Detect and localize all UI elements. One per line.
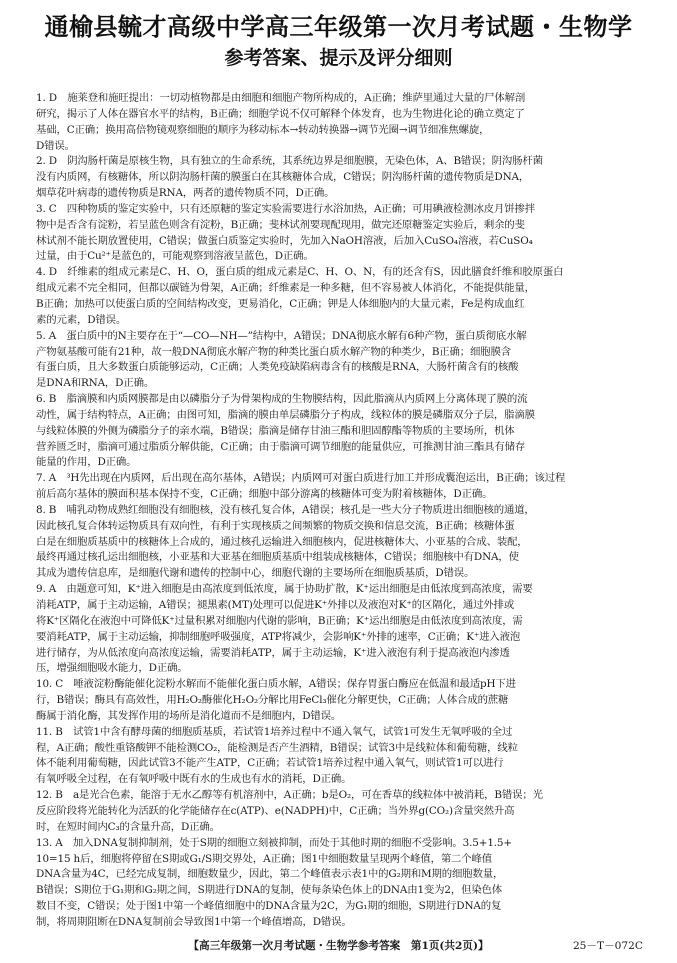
answer-line-first: 4. D 纤维素的组成元素是C、H、O，蛋白质的组成元素是C、H、O、N，有的还含有S，因此膳食纤维和胶原蛋白 [36, 266, 564, 279]
answer-item [36, 154, 650, 202]
page-subtitle: 参考答案、提示及评分细则 [224, 47, 453, 69]
answer-line: B正确；加热可以使蛋白质的空间结构改变，更易消化，C正确；钾是人体细胞内的大量元素，Fe是构成血红 [36, 297, 525, 310]
answer-item [36, 91, 650, 154]
footer-text: 【高三年级第一次月考试题・生物学参考答案 第1页(共2页)】 [188, 940, 489, 952]
answer-line: 与线粒体膜的外侧为磷脂分子的亲水端，B错误；脂滴是储存甘油三酯和胆固醇酯等物质的主要场所，机体 [36, 424, 515, 437]
answer-line: 物中是否含有淀粉，若呈蓝色则含有淀粉，B正确；斐林试剂要现配现用，做完还原糖鉴定实验后，剩余的斐 [36, 218, 525, 231]
answer-item [36, 503, 650, 582]
answer-line: 体不能利用葡萄糖，因此试管3不能产生ATP，C正确；若试管1培养过程中通入氧气，则试管1可以进行 [36, 757, 504, 770]
answer-item [36, 392, 650, 471]
answer-line: 有蛋白质，且大多数蛋白质能够运动，C正确；人类免疫缺陷病毒含有的核酸是RNA，大肠杆菌含有的核酸 [36, 361, 519, 374]
answer-item [36, 677, 650, 725]
answer-line: 产物氨基酸可能有21种，故一般DNA彻底水解产物的种类比蛋白质水解产物的种类少，B正确；细胞膜含 [36, 345, 511, 358]
answer-line-first: 13. A 加入DNA复制抑制剂，处于S期的细胞立刻被抑制，而处于其他时期的细胞不受影响。3.5+1.5+ [36, 836, 512, 849]
answer-line: 动性，属于结构特点，A正确；由图可知，脂滴的膜由单层磷脂分子构成，线粒体的膜是磷脂双分子层，脂滴膜 [36, 408, 535, 421]
answer-line-first: 3. C 四种物质的鉴定实验中，只有还原糖的鉴定实验需要进行水浴加热，A正确；可用碘液检测冰皮月饼掺拌 [36, 202, 535, 215]
answer-line-first: 7. A ³H先出现在内质网，后出现在高尔基体，A错误；内质网可对蛋白质进行加工并形成囊泡运出，B正确；该过程 [36, 472, 566, 485]
answer-line: 酶属于消化酶，其发挥作用的场所是消化道而不是细胞内，D错误。 [36, 709, 342, 722]
answer-item [36, 265, 650, 328]
answer-line: 是DNA和RNA，D正确。 [36, 377, 155, 390]
answer-line-first: 12. B a是光合色素，能溶于无水乙醇等有机溶剂中，A正确；b是O₂，可在香草的线粒体中被消耗，B错误；光 [36, 789, 543, 802]
answer-line: 要消耗ATP，属于主动运输，抑制细胞呼吸强度，ATP将减少，会影响K⁺外排的速率，C正确；K⁺进入液泡 [36, 630, 521, 643]
answer-line: 因此核孔复合体转运物质具有双向性，有利于实现核质之间频繁的物质交换和信息交流，B正确；核糖体蛋 [36, 519, 515, 532]
answer-line: D错误。 [36, 139, 75, 152]
answer-line: 有氧呼吸全过程，在有氧呼吸中既有水的生成也有水的消耗，D正确。 [36, 773, 352, 786]
page-title: 通榆县毓才高级中学高三年级第一次月考试题・生物学 [44, 13, 633, 41]
answer-line-first: 8. B 哺乳动物成熟红细胞没有细胞核，没有核孔复合体，A错误；核孔是一些大分子物质进出细胞核的通道， [36, 503, 535, 516]
answer-line: 前后高尔基体的膜面积基本保持不变，C正确；细胞中部分游离的核糖体可变为附着核糖体，D正确。 [36, 488, 493, 501]
page-footer [0, 938, 677, 954]
answer-line-first: 10. C 唾液淀粉酶能催化淀粉水解而不能催化蛋白质水解，A错误；保存胃蛋白酶应在低温和最适pH下进 [36, 678, 516, 691]
answer-item [36, 836, 650, 929]
answer-line: 白是在细胞质基质中的核糖体上合成的，通过核孔运输进入细胞核内，促进核糖体大、小亚基的合成、装配， [36, 535, 528, 548]
answer-line: 素的元素，D错误。 [36, 313, 127, 326]
answer-line: 过量，由于Cu²⁺是蓝色的，可能观察到溶液呈蓝色，D正确。 [36, 250, 314, 263]
answer-line: 数目不变，C错误；处于图1中第一个峰值细胞中的DNA含量为2C，为G₁期的细胞，S期进行DNA的复 [36, 900, 502, 913]
answer-line: 没有内质网，有核糖体，所以阴沟肠杆菌的膜蛋白在其核糖体合成，C错误；阴沟肠杆菌的遗传物质是DNA， [36, 171, 530, 184]
answer-line: 能量的作用，D正确。 [36, 456, 137, 469]
answer-item [36, 788, 650, 836]
answer-line: 基础，C正确；换用高倍物镜观察细胞的顺序为移动标本→转动转换器→调节光圈→调节细准焦螺旋， [36, 123, 490, 136]
answer-line: 营养匮乏时，脂滴可通过脂质分解供能，C正确；由于脂滴可调节细胞的能量供应，可推测甘油三酯具有储存 [36, 440, 526, 453]
answer-item [36, 329, 650, 392]
answer-item [36, 582, 650, 677]
answer-line-first: 2. D 阴沟肠杆菌是原核生物，具有独立的生命系统，其系统边界是细胞膜，无染色体，A、B错误；阴沟肠杆菌 [36, 155, 543, 168]
answer-line: B错误；S期位于G₁期和G₂期之间，S期进行DNA的复制，使每条染色体上的DNA由1变为2，但染色体 [36, 884, 503, 897]
answer-line: 最终再通过核孔运出细胞核，小亚基和大亚基在细胞质基质中组装成核糖体，C错误；细胞核中有DNA，使 [36, 551, 519, 564]
answer-line: 组成元素不完全相同，但都以碳链为骨架，A正确；纤维素是一种多糖，但不容易被人体消化，不能提供能量， [36, 282, 535, 295]
answer-line: 消耗ATP，属于主动运输，A错误；褪黑素(MT)处理可以促进K⁺外排以及液泡对K⁺的区隔化，通过外排或 [36, 599, 515, 611]
answer-line: 进行储存，为从低浓度向高浓度运输，需要消耗ATP，属于主动运输，K⁺进入液泡有利于提高液泡内渗透 [36, 646, 510, 659]
answer-line-first: 1. D 施莱登和施旺提出：一切动植物都是由细胞和细胞产物所构成的，A正确；维萨里通过大量的尸体解剖 [36, 92, 526, 104]
answer-line: 压，增强细胞吸水能力，D正确。 [36, 662, 188, 675]
answer-line-first: 5. A 蛋白质中的N主要存在于“—CO—NH—”结构中，A错误；DNA彻底水解有6种产物，蛋白质彻底水解 [36, 329, 527, 342]
answer-line-first: 11. B 试管1中含有酵母菌的细胞质基质，若试管1培养过程中不通入氧气，试管1可发生无氧呼吸的全过 [36, 725, 513, 738]
answer-item [36, 202, 650, 265]
answer-line: 研究，揭示了人体在器官水平的结构，B正确；细胞学说不仅可解释个体发育，也为生物进化论的确立奠定了 [36, 107, 525, 120]
answer-line: DNA含量为4C，已经完成复制，细胞数量少，因此，第二个峰值表示表1中的G₂期和M期的细胞数量， [36, 868, 504, 881]
answer-line: 程，A正确；酸性重铬酸钾不能检测CO₂，能检测是否产生酒精，B错误；试管3中是线粒体和葡萄糖，线粒 [36, 741, 518, 754]
answer-line: 反应阶段将光能转化为活跃的化学能储存在c(ATP)、e(NADPH)中，C正确；当外界g(CO₂)含量突然升高 [36, 804, 515, 817]
answer-line-first: 9. A 由题意可知，K⁺进入细胞是由高浓度到低浓度，属于协助扩散，K⁺运出细胞是由低浓度到高浓度，需要 [36, 583, 533, 596]
answer-line: 制，将周期阻断在DNA复制前会导致图1中第一个峰值增高，D错误。 [36, 915, 352, 928]
answer-list [36, 91, 650, 929]
answer-item [36, 725, 650, 788]
answer-line: 行，B错误；酶具有高效性，用H₂O₂酶催化H₂O₂分解比用FeCl₃催化分解更快，C正确；人体合成的蔗糖 [36, 694, 509, 707]
answer-line: 时，在短时间内C₃的含量升高，D正确。 [36, 820, 220, 833]
footer-code: 25－T－072C [572, 940, 643, 952]
answer-line: 10=15 h后，细胞将停留在S期或G₁/S期交界处，A正确；图1中细胞数量呈现两个峰值，第二个峰值 [36, 852, 493, 865]
answer-item [36, 471, 650, 503]
answer-line: 将K⁺区隔化在液泡中可降低K⁺过量积累对细胞内代谢的影响，B正确；K⁺运出细胞是由低浓度到高浓度，需 [36, 614, 523, 627]
answer-line: 林试剂不能长期放置使用，C错误；做蛋白质鉴定实验时，先加入NaOH溶液，后加入CuSO₄溶液，若CuSO₄ [36, 234, 533, 247]
answer-line: 烟草花叶病毒的遗传物质是RNA，两者的遗传物质不同，D正确。 [36, 187, 335, 200]
answer-line-first: 6. B 脂滴膜和内质网膜都是由以磷脂分子为骨架构成的生物膜结构，因此脂滴从内质网上分离体现了膜的流 [36, 393, 528, 406]
answer-line: 其成为遗传信息库，是细胞代谢和遗传的控制中心，细胞代谢的主要场所在细胞质基质，D错误。 [36, 567, 475, 580]
